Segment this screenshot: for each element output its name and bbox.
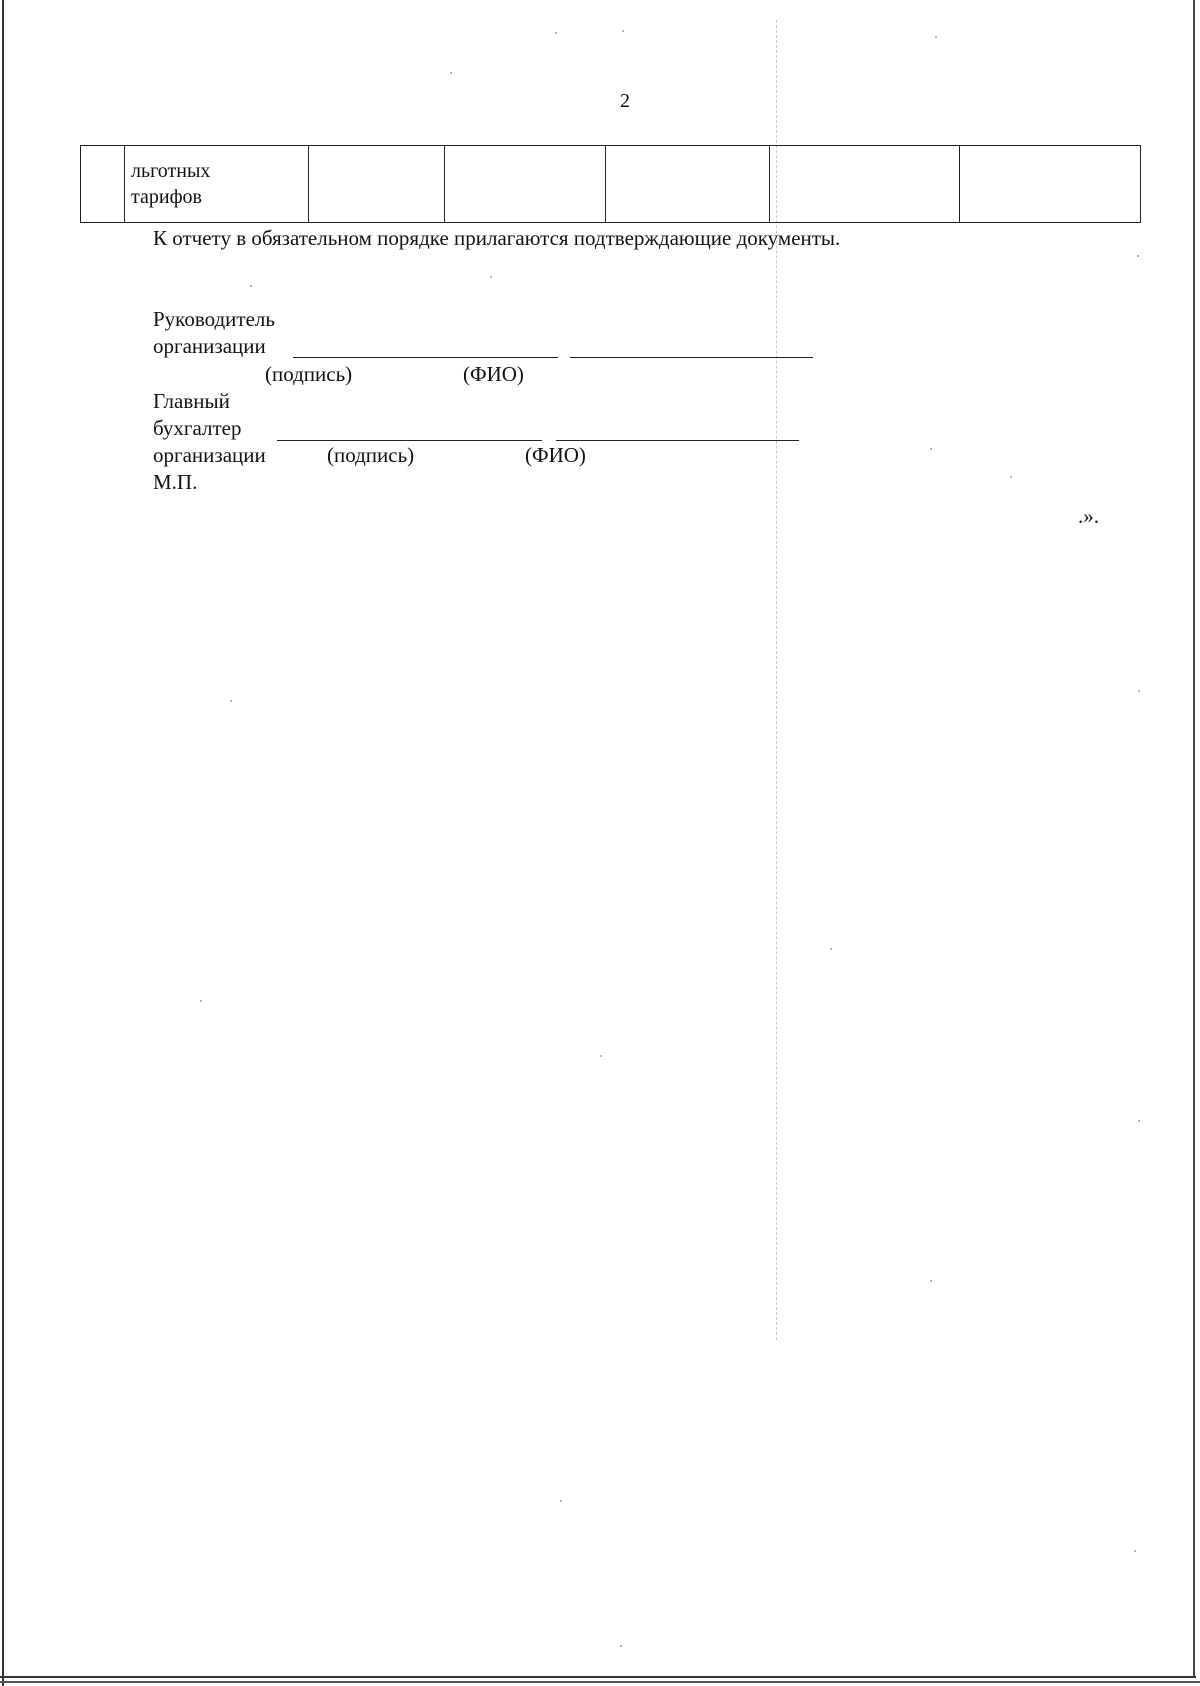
closing-quote-mark: .».: [1078, 504, 1099, 528]
head-signature-caption: (подпись): [265, 362, 353, 386]
scan-speck: [620, 1645, 622, 1647]
head-signature-line: [293, 357, 558, 358]
scan-speck: [935, 36, 937, 38]
scan-speck: [555, 32, 557, 34]
scan-speck: [450, 72, 452, 74]
stamp-place-label: М.П.: [153, 470, 198, 494]
table-cell-number: [81, 146, 125, 223]
scan-speck: [1138, 1120, 1140, 1122]
scan-speck: [250, 285, 252, 287]
table-cell-empty: [770, 146, 960, 223]
accountant-title-line-1: Главный: [153, 389, 230, 413]
accountant-title-line-3: организации: [153, 443, 266, 467]
attachments-note: К отчету в обязательном порядке прилагаются подтверждающие документы.: [153, 226, 841, 250]
scan-speck: [490, 276, 492, 278]
accountant-title-line-2: бухгалтер: [153, 416, 242, 440]
scan-speck: [1138, 690, 1140, 692]
table-label-line-2: тарифов: [131, 186, 202, 208]
scan-speck: [1137, 255, 1139, 257]
scan-speck: [1010, 476, 1012, 478]
accountant-name-caption: (ФИО): [525, 443, 586, 467]
page-border-left: [2, 0, 4, 1686]
page-number: 2: [620, 90, 630, 112]
table-cell-empty: [445, 146, 606, 223]
table-cell-empty: [309, 146, 445, 223]
page-border-bottom-outer: [0, 1681, 1200, 1683]
table-cell-label: [125, 146, 309, 223]
scan-speck: [930, 1280, 932, 1282]
page-border-bottom: [0, 1676, 1196, 1678]
scan-speck: [830, 948, 832, 950]
tariff-table-fragment: [80, 145, 1141, 223]
scan-speck: [200, 1000, 202, 1002]
accountant-signature-line: [277, 440, 542, 441]
scan-speck: [230, 700, 232, 702]
table-cell-empty: [606, 146, 770, 223]
head-name-line: [570, 357, 813, 358]
accountant-name-line: [556, 440, 799, 441]
page-border-right: [1193, 0, 1195, 1678]
table-cell-empty: [960, 146, 1141, 223]
scan-speck: [560, 1500, 562, 1502]
head-name-caption: (ФИО): [463, 362, 524, 386]
head-title-line-1: Руководитель: [153, 307, 275, 331]
scan-speck: [622, 30, 624, 32]
scan-speck: [1134, 1550, 1136, 1552]
head-title-line-2: организации: [153, 334, 266, 358]
table-label-line-1: льготных: [131, 160, 211, 182]
table-row: [81, 146, 1141, 223]
scan-speck: [600, 1055, 602, 1057]
scan-speck: [930, 448, 932, 450]
accountant-signature-caption: (подпись): [327, 443, 415, 467]
